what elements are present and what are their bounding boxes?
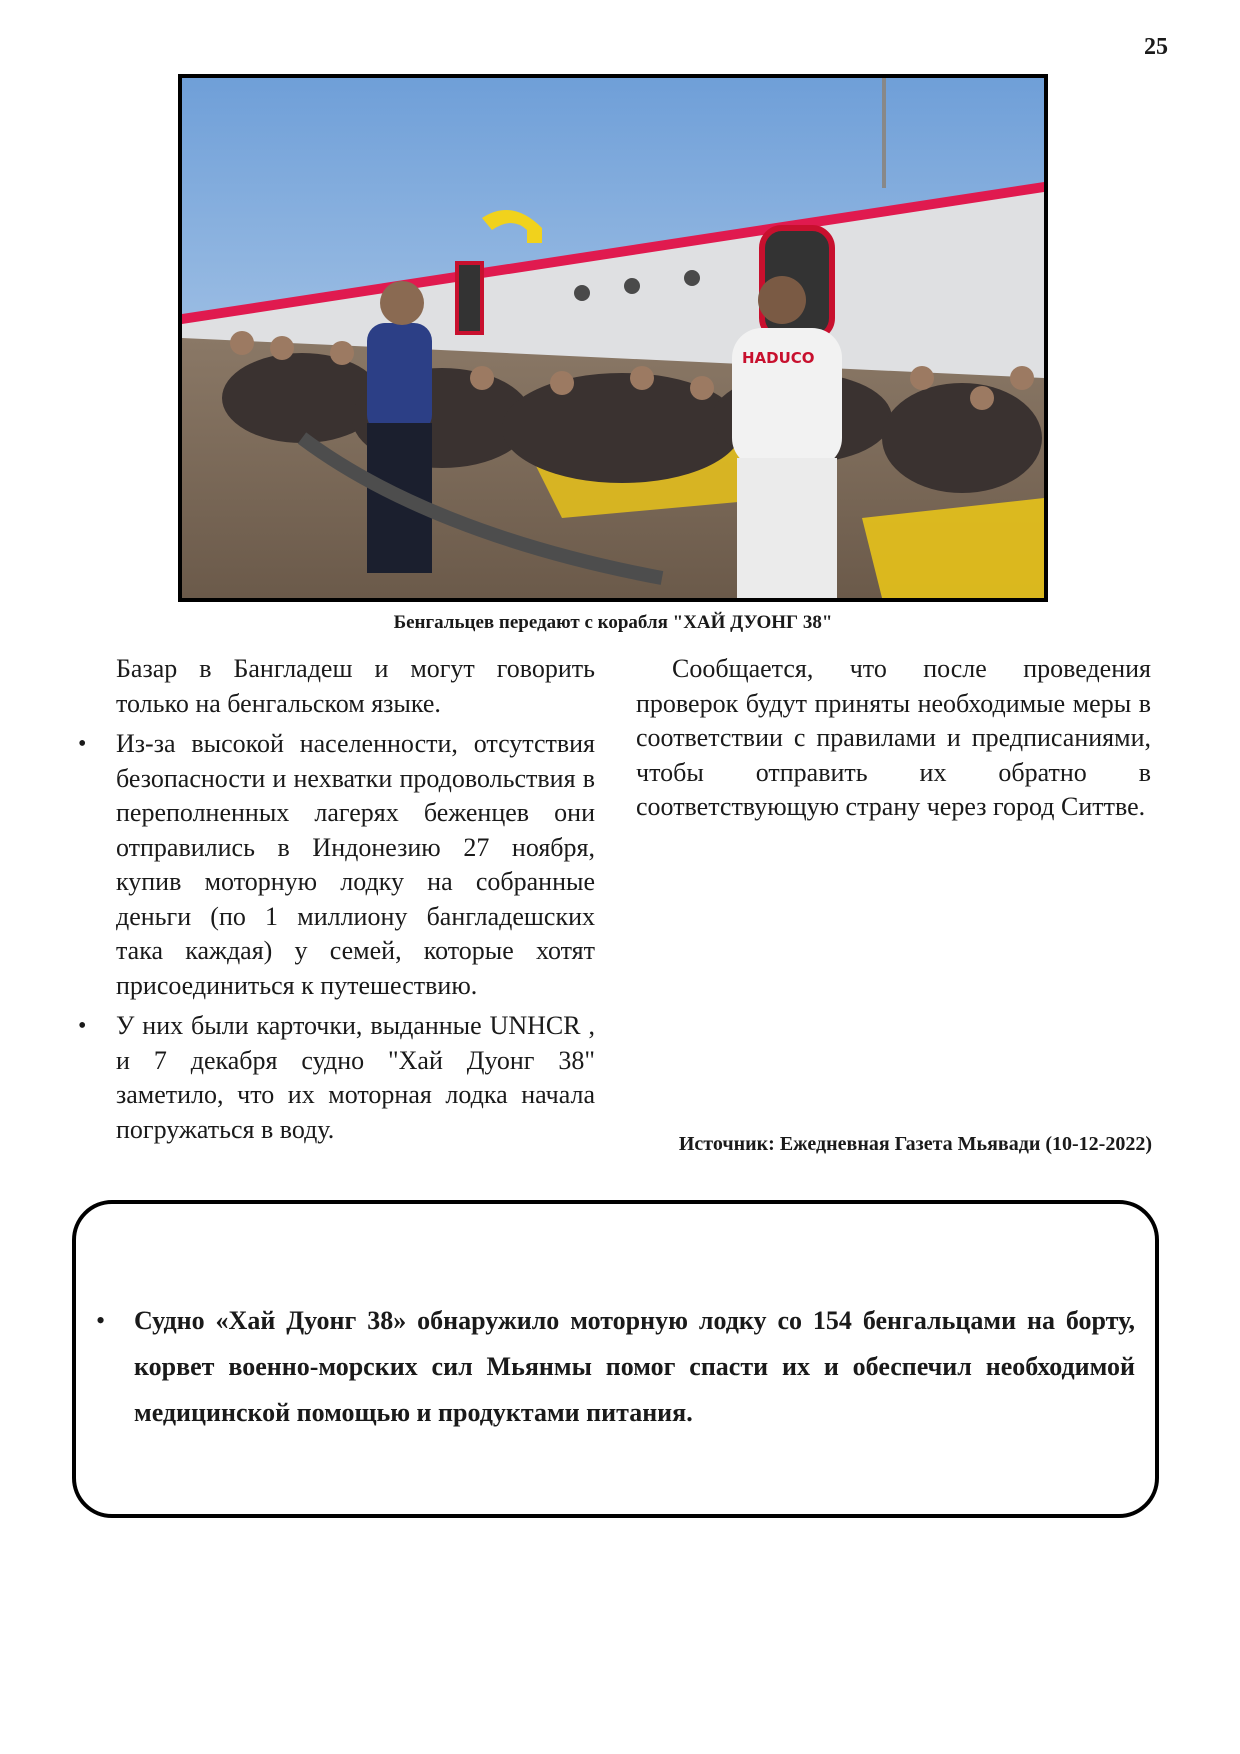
page-number: 25 <box>1144 34 1168 60</box>
summary-bullet: • Судно «Хай Дуонг 38» обнаружило моторную лодку со 154 бенгальцами на борту, корвет военно-морских сил Мьянмы помог спасти их и обеспечил необходимой медицинской помощью и продуктами питания. <box>134 1298 1135 1436</box>
left-column <box>116 652 595 1153</box>
left-bullet-item: • Из-за высокой населенности, отсутствия безопасности и нехватки продовольствия в переполненных лагерях беженцев они отправились в Индонезию 27 ноября, купив моторную лодку на собранные деньги (по 1 миллиону бангладешских така каждая) у семей, которые хотят присоединиться к путешествию. <box>116 727 595 1003</box>
news-photo <box>178 74 1048 602</box>
left-intro-paragraph: Базар в Бангладеш и могут говорить только на бенгальском языке. <box>116 654 595 718</box>
left-bullet-item: • У них были карточки, выданные UNHCR , и 7 декабря судно "Хай Дуонг 38" заметило, что их моторная лодка начала погружаться в воду. <box>116 1009 595 1147</box>
photo-caption: Бенгальцев передают с корабля "ХАЙ ДУОНГ 38" <box>393 612 833 633</box>
left-bullet-list <box>116 727 595 1147</box>
summary-box <box>72 1200 1159 1518</box>
photo-illustration <box>182 78 1044 598</box>
right-column <box>636 652 1151 825</box>
source-citation: Источник: Ежедневная Газета Мьявади (10-12-2022) <box>678 1133 1152 1155</box>
coverall-logo-text: HADUCO <box>742 349 815 367</box>
right-paragraph: Сообщается, что после проведения проверок будут приняты необходимые меры в соответствии с правилами и предписаниями, чтобы отправить их обратно в соответствующую страну через город Ситтве. <box>636 654 1151 821</box>
